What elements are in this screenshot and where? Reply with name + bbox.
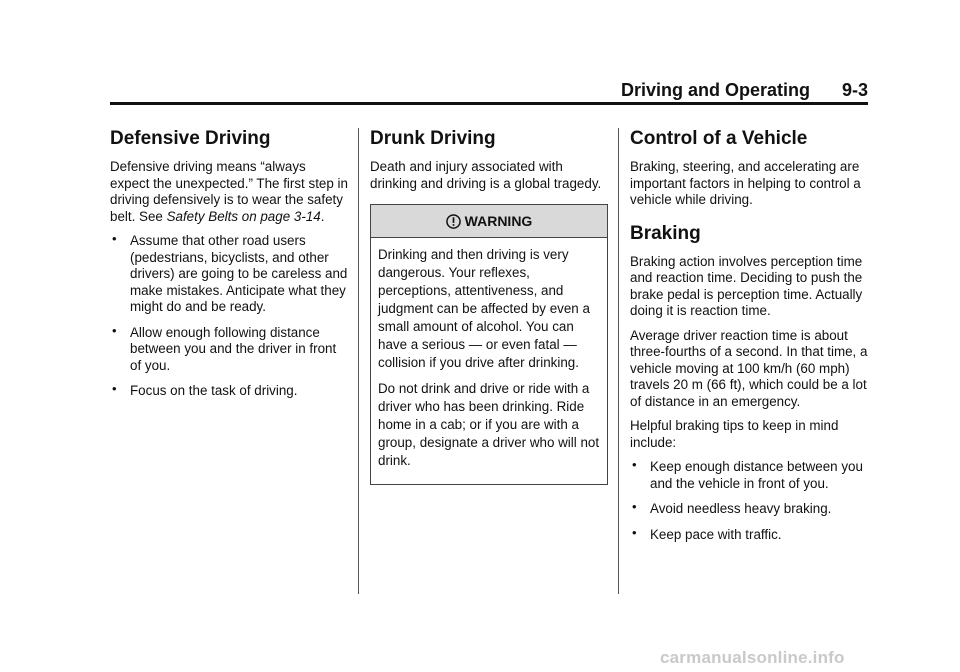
- paragraph: Death and injury associated with drinking and driving is a global tragedy.: [370, 159, 602, 191]
- column-divider: [618, 128, 619, 594]
- warning-header: [371, 205, 607, 238]
- list-item: • Focus on the task of driving.: [110, 383, 348, 400]
- paragraph: Drinking and then driving is very dangerous. Your reflexes, perceptions, attentiveness, and judgment can be affected by even a small amount of alcohol. You can have a serious — or even fatal — collision if you drive after drinking.: [378, 247, 590, 370]
- cross-reference-link[interactable]: Safety Belts on page 3-14: [166, 208, 321, 224]
- bullet-list: [110, 233, 348, 400]
- section-title: Control of a Vehicle: [630, 128, 808, 149]
- list-item: • Keep pace with traffic.: [630, 527, 868, 544]
- paragraph: Average driver reaction time is about three-fourths of a second. In that time, a vehicle moving at 100 km/h (60 mph) travels 20 m (66 ft), which could be a lot of distance in an emergency.: [630, 327, 868, 409]
- section-title: Defensive Driving: [110, 128, 271, 149]
- column-drunk-driving: [370, 128, 608, 485]
- section-title: Drunk Driving: [370, 128, 496, 149]
- warning-body: [371, 238, 607, 484]
- paragraph: Braking, steering, and accelerating are important factors in helping to control a vehicle while driving.: [630, 159, 861, 207]
- watermark: carmanualsonline.info: [660, 648, 845, 667]
- chapter-title: Driving and Operating: [620, 80, 810, 100]
- column-divider: [358, 128, 359, 594]
- page-number: 9-3: [841, 80, 868, 100]
- paragraph: Helpful braking tips to keep in mind include:: [630, 418, 839, 450]
- header-rule: [110, 102, 868, 105]
- subsection-title: Braking: [630, 222, 701, 244]
- warning-box: [370, 204, 608, 485]
- page-header: [110, 80, 868, 104]
- list-item: • Avoid needless heavy braking.: [630, 501, 868, 518]
- bullet-list: [630, 459, 868, 543]
- paragraph: Do not drink and drive or ride with a driver who has been drinking. Ride home in a cab; or if you are with a group, designate a driver who will not drink.: [378, 381, 600, 468]
- warning-icon: [446, 214, 461, 229]
- column-control-of-vehicle: [630, 128, 868, 552]
- list-item: • Assume that other road users (pedestrians, bicyclists, and other drivers) are going to be careless and make mistakes. Anticipate what they might do and be ready.: [110, 233, 348, 316]
- paragraph: Defensive driving means “always expect the unexpected.” The first step in driving defensively is to wear the safety belt. See Safety Belts on page 3-14.: [110, 159, 348, 224]
- list-item: • Allow enough following distance between you and the driver in front of you.: [110, 325, 348, 375]
- paragraph: Braking action involves perception time and reaction time. Deciding to push the brake pedal is perception time. Actually doing it is reaction time.: [630, 253, 863, 318]
- warning-label: WARNING: [464, 212, 533, 229]
- list-item: • Keep enough distance between you and the vehicle in front of you.: [630, 459, 868, 492]
- column-defensive-driving: [110, 128, 348, 409]
